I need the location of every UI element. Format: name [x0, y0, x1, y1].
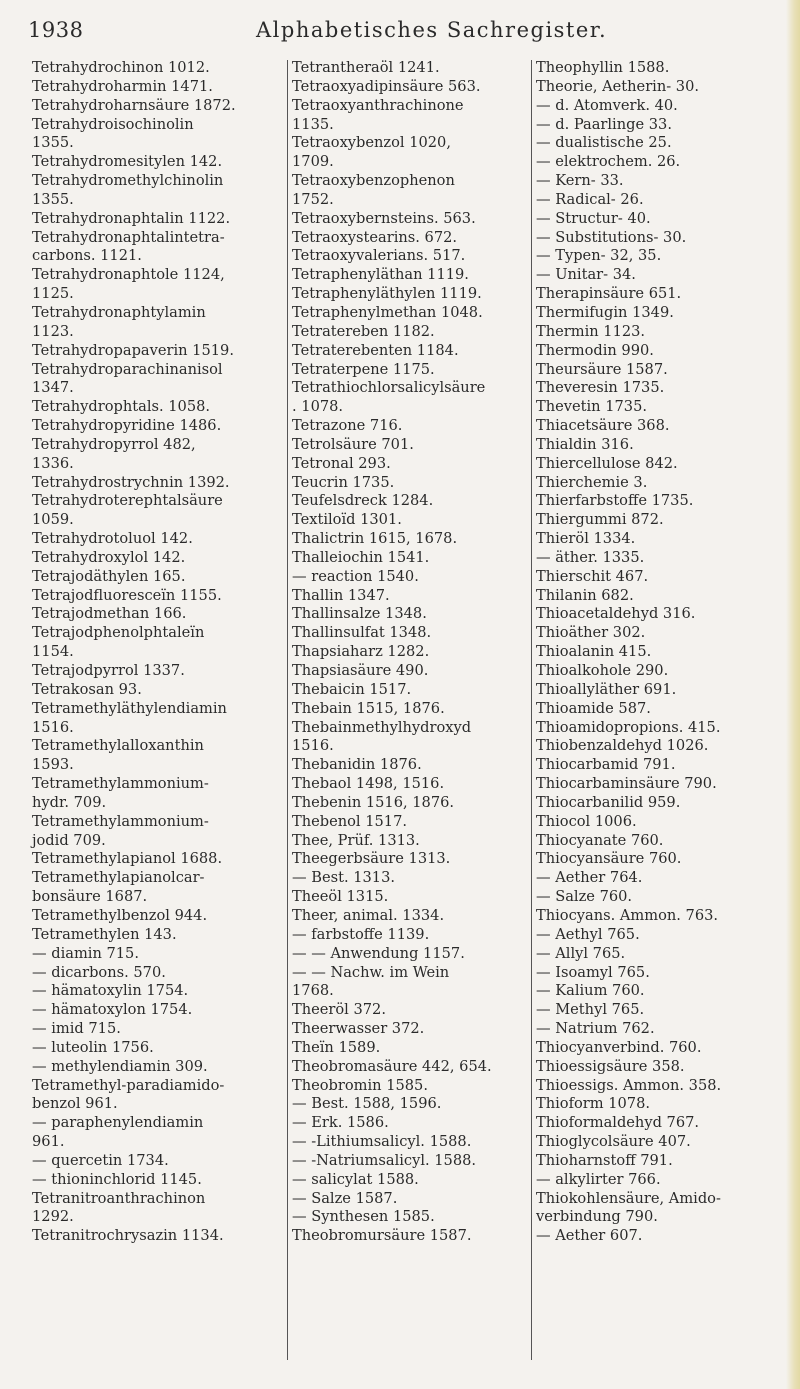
index-entry-line: Tetranitrochrysazin 1134.: [32, 1227, 224, 1245]
index-entry-line: Tetrajodpyrrol 1337.: [32, 662, 185, 679]
index-entry-line: Theeröl 372.: [292, 1001, 386, 1019]
index-entry-line: Tetrahydronaphtalintetra-: [32, 228, 225, 246]
index-entry-line: benzol 961.: [32, 1095, 118, 1113]
index-entry-line: — imid 715.: [32, 1020, 121, 1038]
index-entry-line: Tetramethylapianolcar-: [32, 869, 205, 887]
index-entry-line: Tetrajodfluoresceïn 1155.: [32, 586, 222, 604]
index-entry-line: Thebenin 1516, 1876.: [292, 793, 455, 811]
index-entry-line: Tetrahydrotoluol 142.: [32, 530, 193, 548]
index-entry-line: Thierfarbstoffe 1735.: [536, 492, 694, 510]
index-entry-line: Textiloïd 1301.: [292, 511, 402, 529]
index-entry-line: bonsäure 1687.: [32, 888, 148, 906]
index-entry-line: — elektrochem. 26.: [536, 153, 681, 171]
index-entry-line: — alkylirter 766.: [536, 1170, 661, 1188]
column-divider: [287, 60, 288, 1360]
index-entry-line: Thebanidin 1876.: [292, 756, 422, 774]
index-entry-line: Tetramethylalloxanthin: [32, 737, 204, 755]
index-entry-line: — methylendiamin 309.: [32, 1057, 208, 1075]
index-entry-line: — Best. 1313.: [292, 869, 396, 887]
index-entry-line: Tetraphenyläthan 1119.: [292, 266, 469, 284]
index-entry-line: Thebenol 1517.: [292, 812, 408, 830]
index-entry-line: Tetrakosan 93.: [32, 680, 142, 698]
page-number: 1938: [28, 18, 84, 42]
index-entry-line: Theerwasser 372.: [292, 1020, 425, 1038]
index-entry-line: Thiercellulose 842.: [536, 454, 678, 472]
index-entry-line: Thee, Prüf. 1313.: [292, 831, 420, 849]
index-entry-line: Thioamide 587.: [536, 699, 651, 717]
index-entry-line: Tetraterpene 1175.: [292, 360, 435, 378]
index-entry-line: Thiocarbaminsäure 790.: [536, 775, 717, 793]
index-entry-line: Tetrajodäthylen 165.: [32, 567, 186, 585]
index-entry-line: 1709.: [292, 153, 334, 171]
index-entry-line: — -Lithiumsalicyl. 1588.: [292, 1133, 472, 1151]
index-entry-line: — quercetin 1734.: [32, 1151, 169, 1169]
index-entry-line: — Aether 607.: [536, 1227, 643, 1245]
index-entry-line: Tetramethyl-paradiamido-: [32, 1076, 225, 1094]
index-entry-line: — Kern- 33.: [536, 172, 624, 190]
index-entry-line: Tetrazone 716.: [292, 417, 403, 435]
index-entry-line: Tetrathiochlorsalicylsäure: [292, 379, 486, 397]
index-entry-line: Tetrajodmethan 166.: [32, 605, 187, 623]
index-entry-line: — äther. 1335.: [536, 548, 645, 566]
index-entry-line: Tetrahydropapaverin 1519.: [32, 341, 234, 359]
index-entry-line: Tetrahydrophtals. 1058.: [32, 398, 211, 416]
index-entry-line: Theïn 1589.: [292, 1038, 381, 1056]
index-entry-line: Tetrajodphenolphtaleïn: [32, 624, 205, 642]
index-entry-line: Thapsiasäure 490.: [292, 662, 429, 679]
index-entry-line: Tetrahydronaphtalin 1122.: [32, 209, 231, 227]
index-entry-line: — d. Paarlinge 33.: [536, 115, 672, 133]
index-entry-line: — Aethyl 765.: [536, 925, 640, 943]
index-entry-line: Tetrahydroharmin 1471.: [32, 77, 213, 95]
index-entry-line: — dualistische 25.: [536, 134, 672, 152]
index-entry-line: Thioessigsäure 358.: [536, 1057, 685, 1075]
index-entry-line: Tetramethyläthylendiamin: [32, 699, 227, 717]
index-entry-line: — salicylat 1588.: [292, 1170, 419, 1188]
index-entry-line: Thioglycolsäure 407.: [536, 1133, 691, 1151]
index-entry-line: Tetrahydromethylchinolin: [32, 172, 224, 190]
index-entry-line: 1516.: [292, 737, 334, 755]
index-entry-line: Thiocol 1006.: [536, 812, 637, 830]
index-entry-line: 1355.: [32, 134, 74, 152]
index-entry-line: Tetrahydronaphtole 1124,: [32, 266, 225, 284]
index-entry-line: Thieröl 1334.: [536, 530, 636, 548]
index-entry-line: Theophyllin 1588.: [536, 59, 670, 76]
index-entry-line: Thalictrin 1615, 1678.: [292, 530, 458, 548]
index-entry-line: Theobromin 1585.: [292, 1076, 428, 1094]
index-entry-line: Thioform 1078.: [536, 1095, 651, 1113]
index-entry-line: Thapsiaharz 1282.: [292, 643, 430, 661]
index-entry-line: Tetrahydroharnsäure 1872.: [32, 96, 236, 114]
index-entry-line: Tetraoxybenzophenon: [292, 172, 455, 190]
index-entry-line: Thiocyanate 760.: [536, 831, 664, 849]
index-entry-line: Tetratereben 1182.: [292, 322, 435, 340]
index-column-3: [536, 59, 786, 1246]
index-entry-line: — d. Atomverk. 40.: [536, 96, 678, 114]
index-entry-line: Tetrahydromesitylen 142.: [32, 153, 223, 171]
index-entry-line: Thioformaldehyd 767.: [536, 1114, 700, 1132]
index-entry-line: Tetrahydropyridine 1486.: [32, 417, 222, 435]
index-entry-line: — -Natriumsalicyl. 1588.: [292, 1151, 477, 1169]
index-entry-line: Tetraoxystearins. 672.: [292, 228, 458, 246]
index-entry-line: Thebainmethylhydroxyd: [292, 718, 472, 736]
index-entry-line: Thalleiochin 1541.: [292, 548, 430, 566]
index-entry-line: 1593.: [32, 756, 74, 774]
index-entry-line: Teufelsdreck 1284.: [292, 492, 434, 510]
index-column-2: [292, 59, 532, 1246]
index-entry-line: 1516.: [32, 718, 74, 736]
index-entry-line: — thioninchlorid 1145.: [32, 1170, 202, 1188]
index-entry-line: Tetramethylbenzol 944.: [32, 906, 208, 924]
index-entry-line: Thioharnstoff 791.: [536, 1151, 673, 1169]
index-entry-line: 961.: [32, 1133, 65, 1151]
index-entry-line: Thiocyans. Ammon. 763.: [536, 906, 719, 924]
index-entry-line: — Erk. 1586.: [292, 1114, 389, 1132]
index-entry-line: Thioamidopropions. 415.: [536, 718, 721, 736]
index-entry-line: — Salze 760.: [536, 888, 633, 906]
index-entry-line: 1347.: [32, 379, 74, 397]
index-entry-line: Theegerbsäure 1313.: [292, 850, 451, 868]
index-entry-line: Theobromasäure 442, 654.: [292, 1057, 492, 1075]
index-entry-line: Thiocyansäure 760.: [536, 850, 682, 868]
index-entry-line: — reaction 1540.: [292, 567, 419, 585]
index-entry-line: Tetramethylammonium-: [32, 775, 209, 793]
index-entry-line: Thermifugin 1349.: [536, 303, 674, 321]
index-entry-line: Tetrahydroxylol 142.: [32, 548, 186, 566]
page-edge: [786, 0, 800, 1389]
index-entry-line: Thiocarbamid 791.: [536, 756, 676, 774]
index-entry-line: — Typen- 32, 35.: [536, 247, 662, 265]
index-entry-line: — Substitutions- 30.: [536, 228, 687, 246]
index-entry-line: Thioalkohole 290.: [536, 662, 669, 679]
index-entry-line: Thilanin 682.: [536, 586, 634, 604]
index-entry-line: Thallinsulfat 1348.: [292, 624, 432, 642]
index-entry-line: Thialdin 316.: [536, 435, 634, 453]
index-entry-line: Tetramethylammonium-: [32, 812, 209, 830]
index-entry-line: Thierchemie 3.: [536, 473, 648, 491]
index-entry-line: jodid 709.: [32, 831, 106, 849]
index-entry-line: Theer, animal. 1334.: [292, 906, 445, 924]
index-entry-line: Thiokohlensäure, Amido-: [536, 1189, 721, 1207]
index-entry-line: 1154.: [32, 643, 74, 661]
index-entry-line: Thioessigs. Ammon. 358.: [536, 1076, 722, 1094]
index-entry-line: — Natrium 762.: [536, 1020, 655, 1038]
index-entry-line: — — Anwendung 1157.: [292, 944, 465, 962]
index-entry-line: Thiocarbanilid 959.: [536, 793, 681, 811]
index-entry-line: Tetranitroanthrachinon: [32, 1189, 206, 1207]
index-entry-line: Thioäther 302.: [536, 624, 646, 642]
index-entry-line: Tetrahydroparachinanisol: [32, 360, 223, 378]
index-entry-line: Tetraphenylmethan 1048.: [292, 303, 483, 321]
index-entry-line: — — Nachw. im Wein: [292, 963, 450, 981]
index-entry-line: — farbstoffe 1139.: [292, 925, 430, 943]
index-entry-line: Tetramethylen 143.: [32, 925, 177, 943]
index-entry-line: Tetraoxyanthrachinone: [292, 96, 464, 114]
index-entry-line: Tetraterebenten 1184.: [292, 341, 459, 359]
index-entry-line: Tetraoxyadipinsäure 563.: [292, 77, 481, 95]
running-title: Alphabetisches Sachregister.: [256, 18, 608, 42]
page-header: [28, 18, 772, 48]
index-entry-line: Tetrantheraöl 1241.: [292, 59, 440, 76]
index-entry-line: Tetrolsäure 701.: [292, 435, 414, 453]
index-entry-line: Tetraoxyvalerians. 517.: [292, 247, 466, 265]
index-entry-line: Tetrahydronaphtylamin: [32, 303, 206, 321]
index-entry-line: 1336.: [32, 454, 74, 472]
index-entry-line: — diamin 715.: [32, 944, 139, 962]
index-entry-line: 1059.: [32, 511, 74, 529]
index-entry-line: Thermodin 990.: [536, 341, 654, 359]
index-entry-line: Tetraphenyläthylen 1119.: [292, 285, 482, 303]
index-entry-line: — Radical- 26.: [536, 190, 644, 208]
index-entry-line: . 1078.: [292, 398, 344, 416]
index-entry-line: Tetrahydroterephtalsäure: [32, 492, 223, 510]
index-entry-line: 1752.: [292, 190, 334, 208]
index-entry-line: hydr. 709.: [32, 793, 107, 811]
index-entry-line: Tetrahydropyrrol 482,: [32, 435, 196, 453]
index-entry-line: — Best. 1588, 1596.: [292, 1095, 442, 1113]
index-entry-line: Thiocyanverbind. 760.: [536, 1038, 702, 1056]
index-entry-line: Thermin 1123.: [536, 322, 646, 340]
index-entry-line: Tetronal 293.: [292, 454, 391, 472]
index-entry-line: — Allyl 765.: [536, 944, 626, 962]
index-entry-line: Tetraoxybernsteins. 563.: [292, 209, 476, 227]
index-entry-line: — hämatoxylin 1754.: [32, 982, 189, 1000]
index-entry-line: 1123.: [32, 322, 74, 340]
index-entry-line: — Synthesen 1585.: [292, 1208, 435, 1226]
index-entry-line: Thioacetaldehyd 316.: [536, 605, 696, 623]
index-entry-line: Tetraoxybenzol 1020,: [292, 134, 451, 152]
index-entry-line: Thioallyläther 691.: [536, 680, 677, 698]
index-entry-line: 1768.: [292, 982, 334, 1000]
index-entry-line: Theorie, Aetherin- 30.: [536, 77, 700, 95]
index-entry-line: Teucrin 1735.: [292, 473, 395, 491]
index-entry-line: 1292.: [32, 1208, 74, 1226]
index-entry-line: Thiacetsäure 368.: [536, 417, 670, 435]
index-entry-line: — Aether 764.: [536, 869, 643, 887]
index-entry-line: — Methyl 765.: [536, 1001, 645, 1019]
index-entry-line: 1355.: [32, 190, 74, 208]
index-entry-line: 1135.: [292, 115, 334, 133]
index-entry-line: Theobromursäure 1587.: [292, 1227, 472, 1245]
index-entry-line: — Unitar- 34.: [536, 266, 636, 284]
index-entry-line: — Isoamyl 765.: [536, 963, 650, 981]
index-entry-line: Thevetin 1735.: [536, 398, 647, 416]
index-entry-line: — Structur- 40.: [536, 209, 651, 227]
index-entry-line: — Salze 1587.: [292, 1189, 398, 1207]
index-entry-line: Thiobenzaldehyd 1026.: [536, 737, 709, 755]
index-entry-line: 1125.: [32, 285, 74, 303]
index-entry-line: Therapinsäure 651.: [536, 285, 682, 303]
index-entry-line: Theeöl 1315.: [292, 888, 389, 906]
index-entry-line: Tetrahydrostrychnin 1392.: [32, 473, 230, 491]
index-entry-line: — Kalium 760.: [536, 982, 645, 1000]
index-entry-line: Thebaicin 1517.: [292, 680, 412, 698]
index-entry-line: verbindung 790.: [536, 1208, 658, 1226]
index-entry-line: — paraphenylendiamin: [32, 1114, 204, 1132]
index-entry-line: — hämatoxylon 1754.: [32, 1001, 193, 1019]
index-entry-line: Tetramethylapianol 1688.: [32, 850, 223, 868]
index-entry-line: Tetrahydroisochinolin: [32, 115, 194, 133]
index-column-1: [32, 59, 282, 1246]
index-entry-line: Thierschit 467.: [536, 567, 649, 585]
index-entry-line: Thallin 1347.: [292, 586, 390, 604]
index-entry-line: — luteolin 1756.: [32, 1038, 154, 1056]
index-entry-line: Thiergummi 872.: [536, 511, 664, 529]
index-entry-line: Thallinsalze 1348.: [292, 605, 427, 623]
index-entry-line: Thioalanin 415.: [536, 643, 652, 661]
index-entry-line: Theursäure 1587.: [536, 360, 668, 378]
index-entry-line: Thebain 1515, 1876.: [292, 699, 445, 717]
index-entry-line: Tetrahydrochinon 1012.: [32, 59, 210, 76]
index-entry-line: Theveresin 1735.: [536, 379, 665, 397]
index-entry-line: Thebaol 1498, 1516.: [292, 775, 445, 793]
index-entry-line: carbons. 1121.: [32, 247, 142, 265]
index-entry-line: — dicarbons. 570.: [32, 963, 166, 981]
